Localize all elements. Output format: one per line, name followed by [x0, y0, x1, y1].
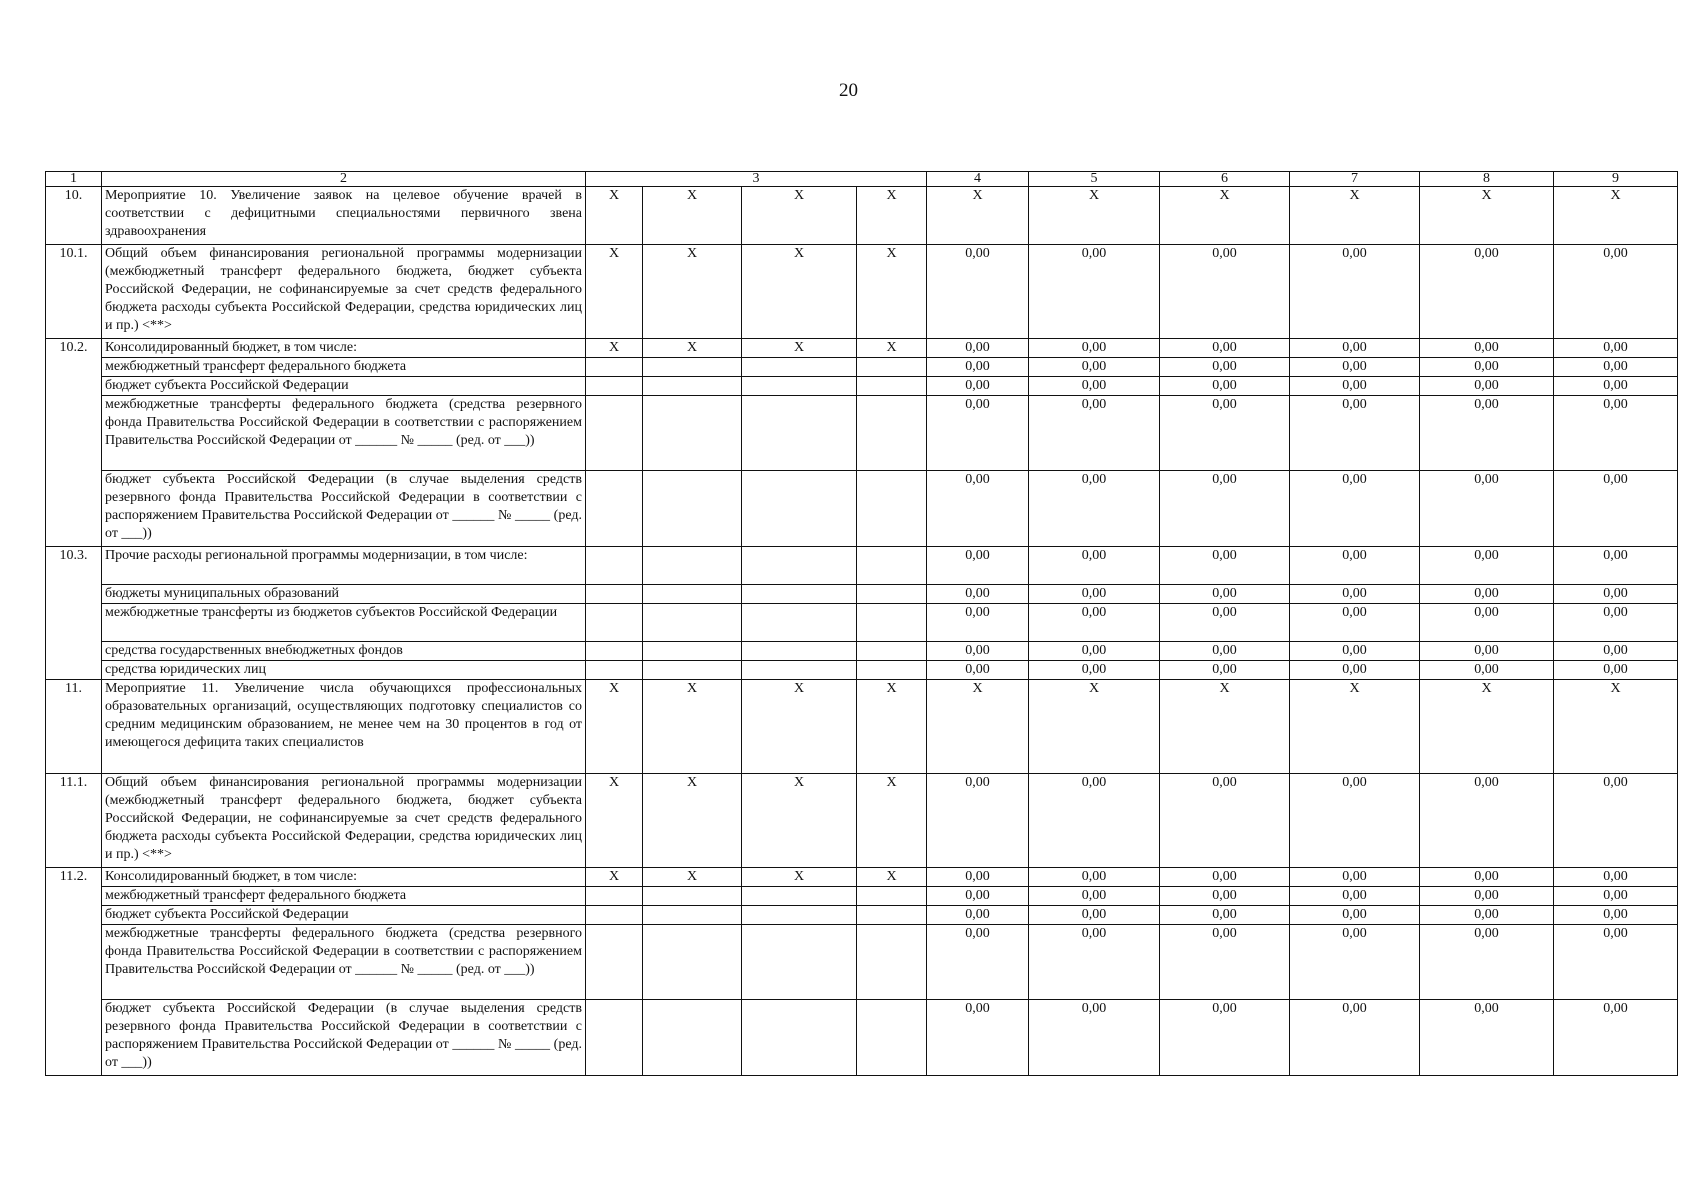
row-number: 11.: [46, 680, 102, 774]
value-cell: 0,00: [1029, 471, 1160, 547]
value-cell: 0,00: [1160, 358, 1290, 377]
col3-cell: [586, 585, 643, 604]
table-row: [46, 547, 1678, 585]
col3-cell: X: [586, 868, 643, 887]
header-cell: 3: [586, 172, 927, 187]
value-cell: 0,00: [1029, 604, 1160, 642]
col3-cell: [643, 471, 742, 547]
col3-cell: [643, 377, 742, 396]
value-cell: 0,00: [1290, 642, 1420, 661]
col3-cell: [742, 1000, 857, 1076]
table-row: [46, 774, 1678, 868]
row-description: средства государственных внебюджетных фондов: [102, 642, 586, 661]
col3-cell: [857, 604, 927, 642]
value-cell: 0,00: [1160, 774, 1290, 868]
col3-cell: [643, 925, 742, 1000]
value-cell: 0,00: [1554, 642, 1678, 661]
value-cell: 0,00: [1420, 358, 1554, 377]
value-cell: 0,00: [1290, 396, 1420, 471]
col3-cell: [857, 906, 927, 925]
row-description: бюджет субъекта Российской Федерации: [102, 906, 586, 925]
col3-cell: X: [857, 680, 927, 774]
col3-cell: [857, 471, 927, 547]
value-cell: 0,00: [1160, 339, 1290, 358]
col3-cell: X: [643, 245, 742, 339]
value-cell: 0,00: [1290, 358, 1420, 377]
header-cell: 1: [46, 172, 102, 187]
header-cell: 9: [1554, 172, 1678, 187]
col3-cell: [742, 604, 857, 642]
col3-cell: [742, 396, 857, 471]
value-cell: 0,00: [927, 245, 1029, 339]
col3-cell: [857, 585, 927, 604]
value-cell: 0,00: [1029, 377, 1160, 396]
value-cell: 0,00: [927, 868, 1029, 887]
col3-cell: X: [857, 868, 927, 887]
row-number: 10.1.: [46, 245, 102, 339]
value-cell: 0,00: [1029, 774, 1160, 868]
value-cell: 0,00: [1420, 585, 1554, 604]
value-cell: 0,00: [1420, 887, 1554, 906]
value-cell: 0,00: [1290, 906, 1420, 925]
value-cell: 0,00: [1554, 339, 1678, 358]
col3-cell: X: [742, 339, 857, 358]
row-number: 10.3.: [46, 547, 102, 680]
col3-cell: X: [643, 187, 742, 245]
value-cell: 0,00: [1160, 925, 1290, 1000]
value-cell: 0,00: [1420, 1000, 1554, 1076]
col3-cell: [742, 925, 857, 1000]
header-cell: 4: [927, 172, 1029, 187]
value-cell: 0,00: [1420, 604, 1554, 642]
table-row: [46, 1000, 1678, 1076]
value-cell: 0,00: [1554, 1000, 1678, 1076]
value-cell: 0,00: [1420, 339, 1554, 358]
col3-cell: [586, 547, 643, 585]
value-cell: 0,00: [1029, 339, 1160, 358]
value-cell: 0,00: [1420, 377, 1554, 396]
value-cell: 0,00: [1290, 868, 1420, 887]
col3-cell: X: [643, 680, 742, 774]
col3-cell: X: [742, 868, 857, 887]
value-cell: 0,00: [1290, 1000, 1420, 1076]
value-cell: 0,00: [927, 642, 1029, 661]
table-row: [46, 906, 1678, 925]
value-cell: 0,00: [1290, 471, 1420, 547]
value-cell: 0,00: [1290, 774, 1420, 868]
col3-cell: X: [742, 680, 857, 774]
col3-cell: [586, 396, 643, 471]
value-cell: 0,00: [927, 396, 1029, 471]
col3-cell: [742, 642, 857, 661]
table-row: [46, 377, 1678, 396]
col3-cell: X: [586, 245, 643, 339]
value-cell: 0,00: [927, 547, 1029, 585]
col3-cell: [586, 906, 643, 925]
row-description: средства юридических лиц: [102, 661, 586, 680]
value-cell: 0,00: [1029, 585, 1160, 604]
col3-cell: X: [857, 187, 927, 245]
table-row: [46, 604, 1678, 642]
col3-cell: X: [586, 187, 643, 245]
value-cell: 0,00: [1029, 547, 1160, 585]
col3-cell: X: [643, 339, 742, 358]
value-cell: 0,00: [1290, 245, 1420, 339]
value-cell: 0,00: [1160, 1000, 1290, 1076]
value-cell: 0,00: [1290, 547, 1420, 585]
col3-cell: [857, 661, 927, 680]
value-cell: 0,00: [1160, 396, 1290, 471]
header-cell: 7: [1290, 172, 1420, 187]
row-description: Консолидированный бюджет, в том числе:: [102, 868, 586, 887]
row-description: бюджет субъекта Российской Федерации (в случае выделения средств резервного фонда Правительства Российской Федерации в соответствии с распоряжением Правительства Российской Федерации от ______ № _____ (ред. от ___)): [102, 471, 586, 547]
row-description: межбюджетные трансферты федерального бюджета (средства резервного фонда Правительства Российской Федерации в соответствии с распоряжением Правительства Российской Федерации от ______ № _____ (ред. от ___)): [102, 396, 586, 471]
row-description: межбюджетные трансферты из бюджетов субъектов Российской Федерации: [102, 604, 586, 642]
value-cell: 0,00: [1029, 1000, 1160, 1076]
value-cell: 0,00: [1554, 887, 1678, 906]
col3-cell: [643, 642, 742, 661]
table-row: [46, 245, 1678, 339]
value-cell: 0,00: [1160, 661, 1290, 680]
col3-cell: [857, 925, 927, 1000]
col3-cell: [742, 377, 857, 396]
value-cell: 0,00: [927, 906, 1029, 925]
value-cell: 0,00: [1029, 245, 1160, 339]
col3-cell: [742, 547, 857, 585]
table-row: [46, 661, 1678, 680]
value-cell: 0,00: [927, 925, 1029, 1000]
col3-cell: [643, 585, 742, 604]
value-cell: 0,00: [1554, 661, 1678, 680]
table-row: [46, 471, 1678, 547]
funding-table: [45, 171, 1678, 1076]
value-cell: 0,00: [1029, 868, 1160, 887]
header-cell: 5: [1029, 172, 1160, 187]
value-cell: 0,00: [1420, 245, 1554, 339]
table-row: [46, 887, 1678, 906]
value-cell: 0,00: [1420, 774, 1554, 868]
col3-cell: [586, 661, 643, 680]
row-description: межбюджетный трансферт федерального бюджета: [102, 887, 586, 906]
value-cell: X: [927, 187, 1029, 245]
col3-cell: [857, 547, 927, 585]
value-cell: 0,00: [1554, 471, 1678, 547]
col3-cell: [857, 1000, 927, 1076]
value-cell: X: [1554, 680, 1678, 774]
table-row: [46, 339, 1678, 358]
col3-cell: [857, 377, 927, 396]
col3-cell: [857, 642, 927, 661]
value-cell: X: [1160, 187, 1290, 245]
value-cell: 0,00: [927, 377, 1029, 396]
value-cell: 0,00: [927, 604, 1029, 642]
value-cell: X: [927, 680, 1029, 774]
col3-cell: [742, 358, 857, 377]
value-cell: 0,00: [1554, 774, 1678, 868]
value-cell: 0,00: [1420, 925, 1554, 1000]
value-cell: 0,00: [1160, 547, 1290, 585]
col3-cell: X: [742, 774, 857, 868]
value-cell: X: [1554, 187, 1678, 245]
value-cell: 0,00: [1554, 377, 1678, 396]
value-cell: 0,00: [1290, 925, 1420, 1000]
value-cell: 0,00: [1029, 887, 1160, 906]
value-cell: 0,00: [1160, 471, 1290, 547]
col3-cell: [586, 642, 643, 661]
col3-cell: [643, 906, 742, 925]
col3-cell: [586, 887, 643, 906]
value-cell: 0,00: [1554, 585, 1678, 604]
header-cell: 6: [1160, 172, 1290, 187]
col3-cell: [643, 887, 742, 906]
row-description: межбюджетные трансферты федерального бюджета (средства резервного фонда Правительства Российской Федерации в соответствии с распоряжением Правительства Российской Федерации от ______ № _____ (ред. от ___)): [102, 925, 586, 1000]
row-description: бюджет субъекта Российской Федерации (в случае выделения средств резервного фонда Правительства Российской Федерации в соответствии с распоряжением Правительства Российской Федерации от ______ № _____ (ред. от ___)): [102, 1000, 586, 1076]
row-description: Консолидированный бюджет, в том числе:: [102, 339, 586, 358]
value-cell: 0,00: [1420, 642, 1554, 661]
value-cell: 0,00: [1554, 604, 1678, 642]
col3-cell: X: [643, 774, 742, 868]
col3-cell: X: [586, 680, 643, 774]
col3-cell: [586, 604, 643, 642]
col3-cell: [742, 585, 857, 604]
value-cell: 0,00: [1554, 906, 1678, 925]
value-cell: 0,00: [1290, 339, 1420, 358]
col3-cell: [857, 887, 927, 906]
value-cell: 0,00: [1420, 547, 1554, 585]
table-row: [46, 187, 1678, 245]
table-row: [46, 680, 1678, 774]
table-row: [46, 585, 1678, 604]
row-number: 11.1.: [46, 774, 102, 868]
value-cell: 0,00: [1160, 245, 1290, 339]
row-description: межбюджетный трансферт федерального бюджета: [102, 358, 586, 377]
value-cell: 0,00: [1029, 358, 1160, 377]
value-cell: 0,00: [927, 471, 1029, 547]
value-cell: 0,00: [1554, 925, 1678, 1000]
col3-cell: [742, 661, 857, 680]
value-cell: 0,00: [1554, 358, 1678, 377]
row-number: 10.2.: [46, 339, 102, 547]
value-cell: 0,00: [1160, 642, 1290, 661]
col3-cell: [643, 396, 742, 471]
value-cell: 0,00: [1420, 471, 1554, 547]
value-cell: X: [1420, 680, 1554, 774]
value-cell: 0,00: [1290, 377, 1420, 396]
col3-cell: [586, 1000, 643, 1076]
value-cell: 0,00: [927, 358, 1029, 377]
value-cell: X: [1029, 680, 1160, 774]
row-description: Мероприятие 11. Увеличение числа обучающихся профессиональных образовательных организаций, осуществляющих подготовку специалистов со средним медицинским образованием, не менее чем на 30 процентов в год от имеющегося дефицита таких специалистов: [102, 680, 586, 774]
col3-cell: [857, 396, 927, 471]
col3-cell: [586, 471, 643, 547]
col3-cell: [857, 358, 927, 377]
value-cell: X: [1290, 680, 1420, 774]
col3-cell: [586, 925, 643, 1000]
value-cell: 0,00: [927, 661, 1029, 680]
value-cell: 0,00: [1554, 396, 1678, 471]
row-description: Прочие расходы региональной программы модернизации, в том числе:: [102, 547, 586, 585]
value-cell: 0,00: [1420, 906, 1554, 925]
value-cell: 0,00: [1160, 377, 1290, 396]
row-number: 11.2.: [46, 868, 102, 1076]
row-description: Мероприятие 10. Увеличение заявок на целевое обучение врачей в соответствии с дефицитными специальностями первичного звена здравоохранения: [102, 187, 586, 245]
value-cell: 0,00: [927, 887, 1029, 906]
col3-cell: X: [742, 187, 857, 245]
value-cell: 0,00: [1160, 887, 1290, 906]
table-row: [46, 396, 1678, 471]
col3-cell: [643, 661, 742, 680]
value-cell: 0,00: [1160, 906, 1290, 925]
value-cell: X: [1029, 187, 1160, 245]
col3-cell: X: [586, 339, 643, 358]
header-cell: 8: [1420, 172, 1554, 187]
row-description: бюджет субъекта Российской Федерации: [102, 377, 586, 396]
row-description: Общий объем финансирования региональной программы модернизации (межбюджетный трансферт федерального бюджета, бюджет субъекта Российской Федерации, не софинансируемые за счет средств федерального бюджета расходы субъекта Российской Федерации, средства юридических лиц и пр.) <**>: [102, 245, 586, 339]
value-cell: X: [1290, 187, 1420, 245]
header-cell: 2: [102, 172, 586, 187]
col3-cell: [643, 604, 742, 642]
value-cell: 0,00: [927, 585, 1029, 604]
value-cell: 0,00: [1290, 661, 1420, 680]
value-cell: 0,00: [1554, 547, 1678, 585]
row-description: Общий объем финансирования региональной программы модернизации (межбюджетный трансферт федерального бюджета, бюджет субъекта Российской Федерации, не софинансируемые за счет средств федерального бюджета расходы субъекта Российской Федерации, средства юридических лиц и пр.) <**>: [102, 774, 586, 868]
value-cell: 0,00: [1160, 604, 1290, 642]
col3-cell: [643, 358, 742, 377]
table-row: [46, 358, 1678, 377]
col3-cell: [742, 906, 857, 925]
col3-cell: [643, 547, 742, 585]
value-cell: 0,00: [1290, 887, 1420, 906]
table-body: [46, 172, 1678, 1076]
col3-cell: [742, 471, 857, 547]
table-row: [46, 642, 1678, 661]
table-row: [46, 925, 1678, 1000]
value-cell: 0,00: [1029, 396, 1160, 471]
value-cell: 0,00: [927, 339, 1029, 358]
col3-cell: X: [643, 868, 742, 887]
value-cell: 0,00: [1160, 585, 1290, 604]
value-cell: 0,00: [1029, 661, 1160, 680]
col3-cell: [586, 358, 643, 377]
value-cell: 0,00: [1420, 868, 1554, 887]
value-cell: 0,00: [1029, 906, 1160, 925]
value-cell: 0,00: [1029, 642, 1160, 661]
value-cell: 0,00: [927, 1000, 1029, 1076]
col3-cell: [742, 887, 857, 906]
value-cell: 0,00: [927, 774, 1029, 868]
value-cell: 0,00: [1290, 585, 1420, 604]
value-cell: 0,00: [1290, 604, 1420, 642]
col3-cell: X: [586, 774, 643, 868]
col3-cell: X: [857, 339, 927, 358]
table-row: [46, 868, 1678, 887]
value-cell: X: [1420, 187, 1554, 245]
value-cell: 0,00: [1420, 661, 1554, 680]
row-number: 10.: [46, 187, 102, 245]
page-number: 20: [839, 80, 858, 101]
value-cell: 0,00: [1029, 925, 1160, 1000]
col3-cell: [586, 377, 643, 396]
header-row: [46, 172, 1678, 187]
col3-cell: X: [857, 245, 927, 339]
col3-cell: [643, 1000, 742, 1076]
value-cell: X: [1160, 680, 1290, 774]
value-cell: 0,00: [1554, 868, 1678, 887]
col3-cell: X: [742, 245, 857, 339]
col3-cell: X: [857, 774, 927, 868]
value-cell: 0,00: [1420, 396, 1554, 471]
value-cell: 0,00: [1160, 868, 1290, 887]
value-cell: 0,00: [1554, 245, 1678, 339]
row-description: бюджеты муниципальных образований: [102, 585, 586, 604]
